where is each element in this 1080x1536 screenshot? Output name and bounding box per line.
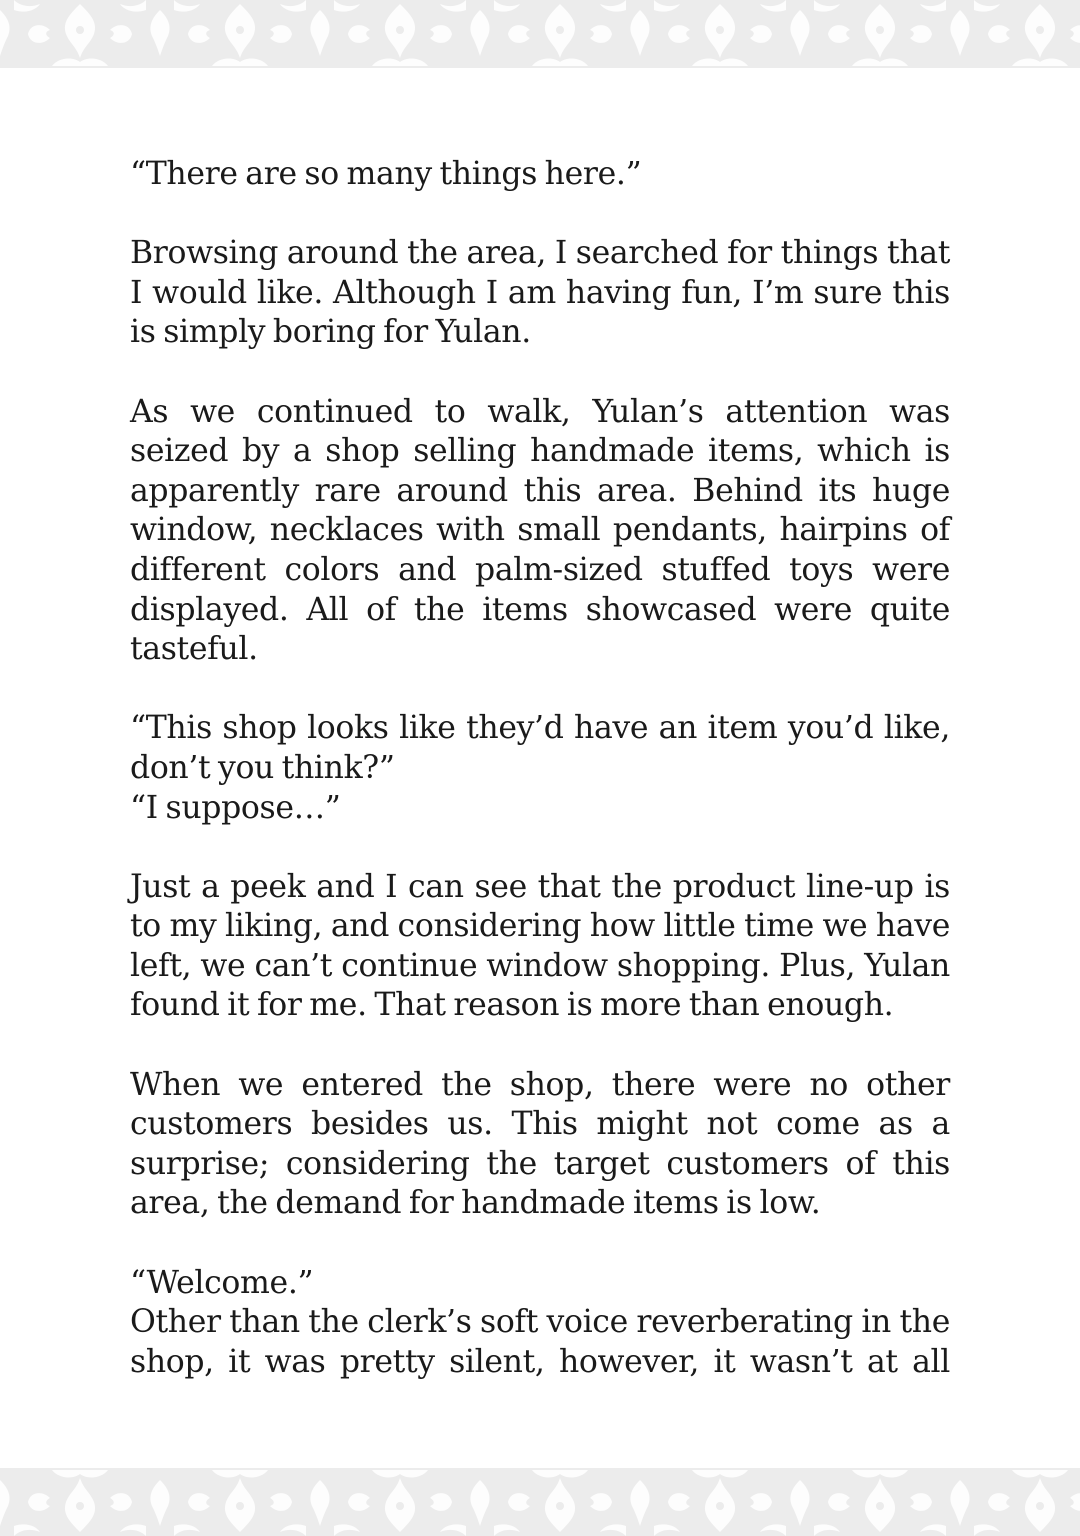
paragraph: “This shop looks like they’d have an item you’d like, don’t you think?” [130,710,950,786]
paragraph: Browsing around the area, I searched for things that I would like. Although I am having fun, I’m sure this is simply boring for Yulan. [130,235,950,351]
paragraph: Other than the clerk’s soft voice reverberating in the shop, it was pretty silent, however, it wasn’t at all [130,1304,950,1380]
paragraph: “There are so many things here.” [130,156,642,192]
paragraph: As we continued to walk, Yulan’s attention was seized by a shop selling handmade items, which is apparently rare around this area. Behind its huge window, necklaces with small pendants, hairpins of different colors and palm-sized stuffed toys were displayed. All of the items showcased were quite tasteful. [130,393,950,668]
paragraph: When we entered the shop, there were no other customers besides us. This might not come as a surprise; considering the target customers of this area, the demand for handmade items is low. [130,1066,950,1222]
bottom-damask-band [0,1468,1080,1536]
paragraph: “Welcome.” [130,1264,314,1301]
top-damask-band [0,0,1080,68]
paragraph: “I suppose…” [130,789,341,826]
paragraph: Just a peek and I can see that the product line-up is to my liking, and considering how little time we have left, we can’t continue window shopping. Plus, Yulan found it for me. That reason is more than enough. [130,868,950,1024]
novel-page-text [130,155,950,1382]
